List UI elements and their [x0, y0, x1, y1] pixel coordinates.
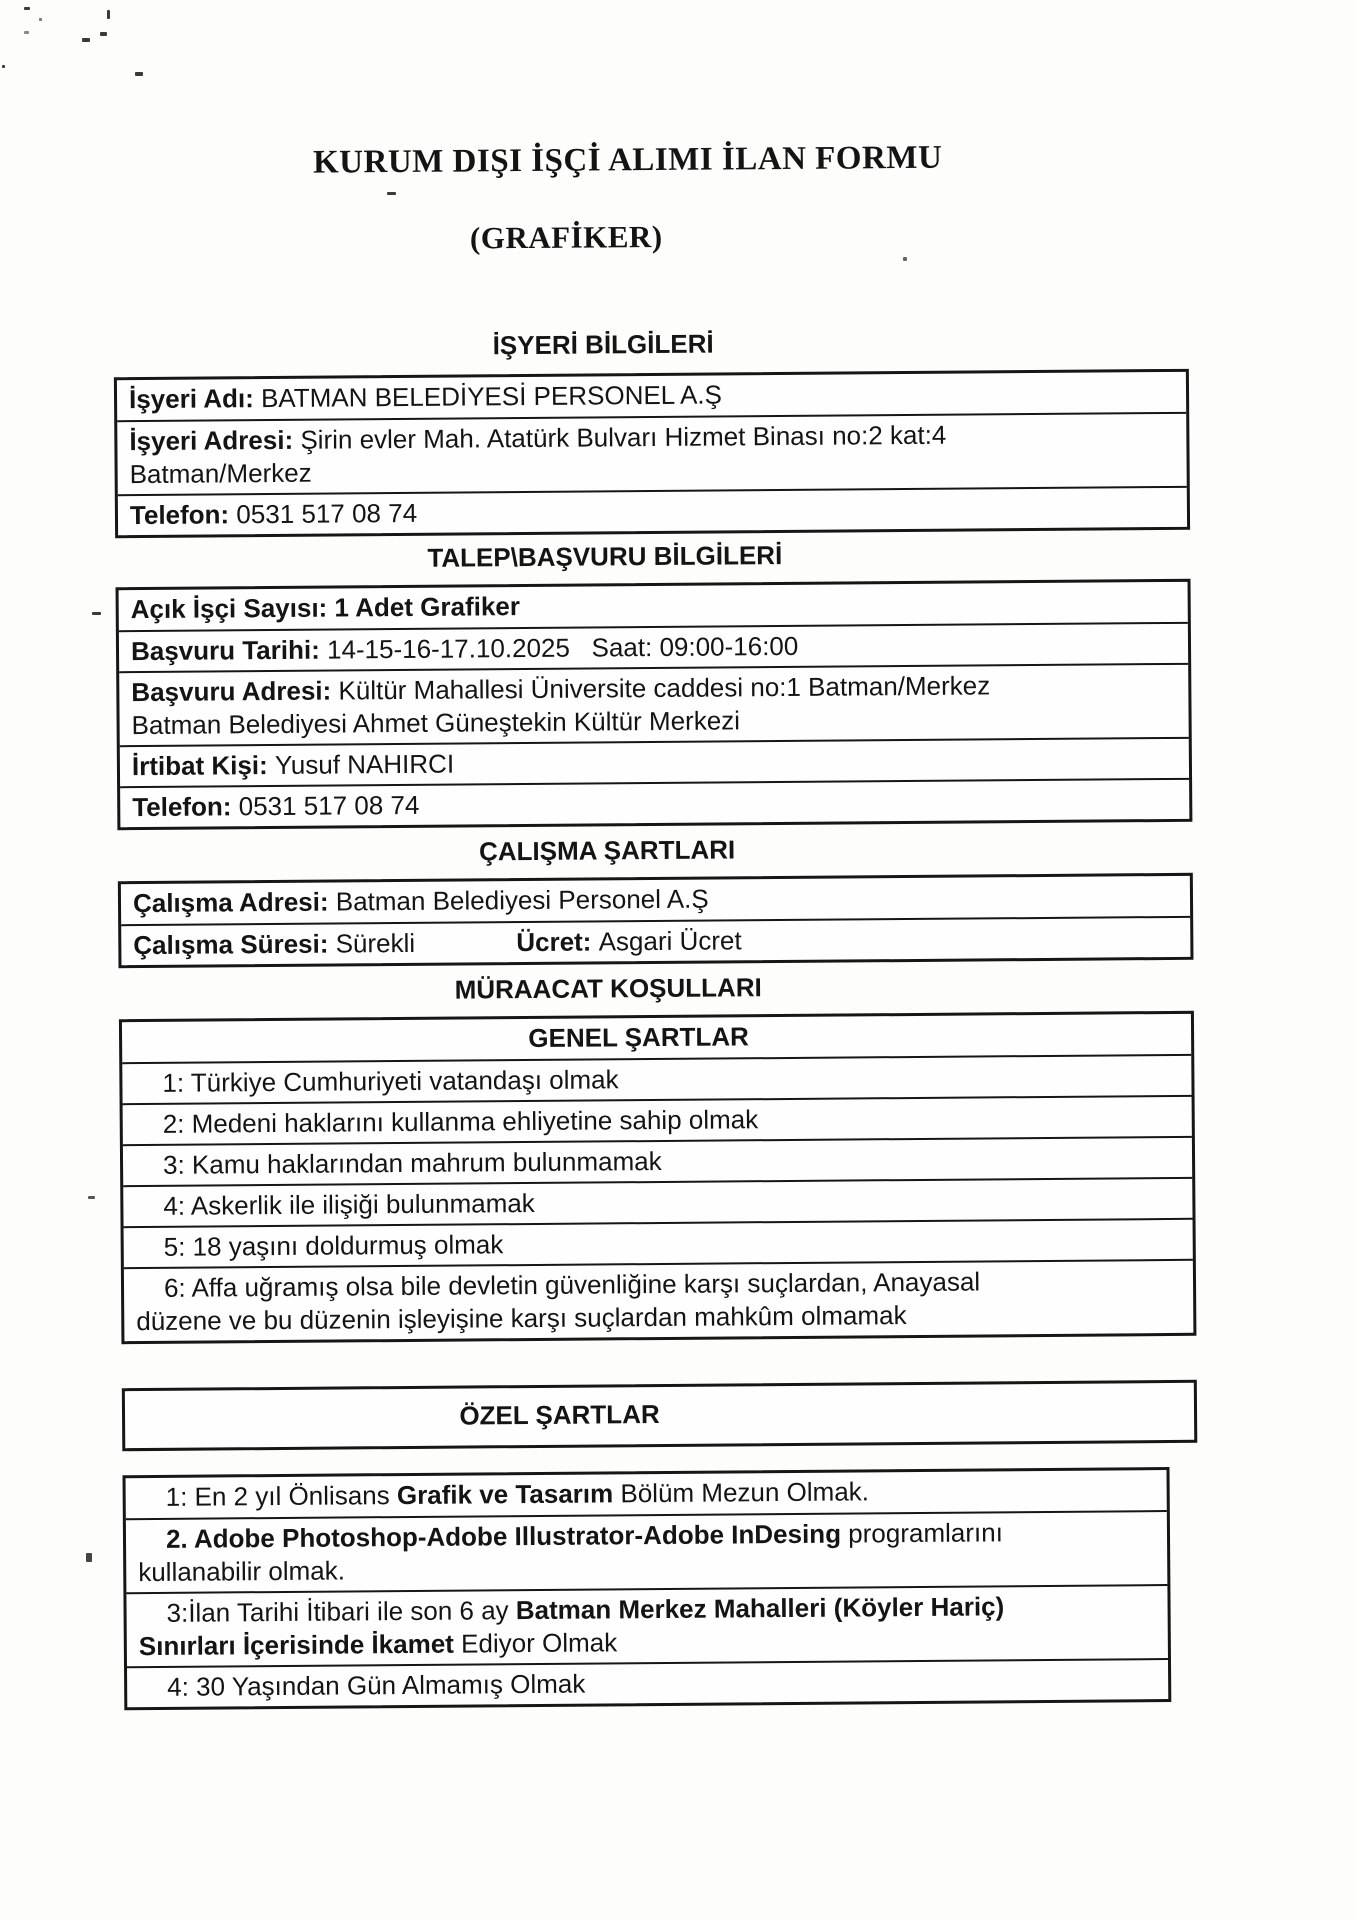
- genel-sart-3: 3: Kamu haklarından mahrum bulunmamak: [123, 1136, 1192, 1185]
- genel-sart-1: 1: Türkiye Cumhuriyeti vatandaşı olmak: [122, 1054, 1191, 1103]
- document-content: [111, 0, 1199, 1710]
- ozel-sartlar-header-box: [122, 1380, 1197, 1451]
- scan-noise: [92, 612, 101, 615]
- table-isyeri-bilgileri: [114, 369, 1190, 538]
- row-isyeri-adresi: İşyeri Adresi: Şirin evler Mah. Atatürk Bulvarı Hizmet Binası no:2 kat:4 Batman/Merkez: [117, 412, 1187, 494]
- section-heading-calisma-sartlari: ÇALIŞMA ŞARTLARI: [478, 834, 736, 867]
- row-basvuru-adresi: Başvuru Adresi: Kültür Mahallesi Üniversite caddesi no:1 Batman/Merkez Batman Belediyesi Ahmet Güneştekin Kültür Merkezi: [119, 663, 1189, 745]
- scan-noise: [107, 10, 110, 19]
- row-basvuru-telefon: Telefon: 0531 517 08 74: [120, 778, 1189, 827]
- page-subtitle: (GRAFİKER): [469, 218, 663, 256]
- scan-noise: [2, 65, 5, 68]
- ozel-sart-4: 4: 30 Yaşından Gün Almamış Olmak: [127, 1658, 1168, 1707]
- scan-noise: [39, 18, 42, 21]
- ozel-sart-2: 2. Adobe Photoshop-Adobe Illustrator-Adobe InDesing programlarını kullanabilir olmak.: [126, 1510, 1168, 1592]
- scan-noise: [88, 1196, 95, 1199]
- ozel-sart-3: 3:İlan Tarihi İtibari ile son 6 ay Batman Merkez Mahalleri (Köyler Hariç) Sınırları İçerisinde İkamet Ediyor Olmak: [126, 1584, 1168, 1666]
- genel-sart-2: 2: Medeni haklarını kullanma ehliyetine sahip olmak: [123, 1095, 1192, 1144]
- table-basvuru-bilgileri: [116, 579, 1193, 830]
- row-acik-isci-sayisi: Açık İşçi Sayısı: 1 Adet Grafiker: [130, 591, 521, 625]
- section-heading-isyeri-bilgileri: İŞYERİ BİLGİLERİ: [492, 328, 714, 361]
- genel-sart-6: 6: Affa uğramış olsa bile devletin güvenliğine karşı suçlardan, Anayasal düzene ve bu düzenin işleyişine karşı suçlardan mahkûm olmamak: [124, 1259, 1194, 1341]
- ozel-sartlar-header: ÖZEL ŞARTLAR: [459, 1399, 660, 1431]
- row-irtibat-kisi: İrtibat Kişi: Yusuf NAHIRCI: [120, 737, 1189, 786]
- row-isyeri-telefon: Telefon: 0531 517 08 74: [118, 486, 1187, 535]
- ozel-sart-1: 1: En 2 yıl Önlisans Grafik ve Tasarım Bölüm Mezun Olmak.: [165, 1476, 870, 1512]
- genel-sart-5: 5: 18 yaşını doldurmuş olmak: [124, 1218, 1193, 1267]
- row-isyeri-adi: İşyeri Adı: BATMAN BELEDİYESİ PERSONEL A.Ş: [128, 379, 723, 415]
- genel-sart-4: 4: Askerlik ile ilişiği bulunmamak: [123, 1177, 1192, 1226]
- scan-noise: [86, 1553, 92, 1562]
- table-genel-sartlar: [119, 1011, 1197, 1344]
- row-basvuru-tarihi: Başvuru Tarihi: 14-15-16-17.10.2025 Saat: 09:00-16:00: [119, 622, 1188, 671]
- scan-noise: [24, 31, 29, 34]
- row-calisma-adresi: Çalışma Adresi: Batman Belediyesi Personel A.Ş: [132, 883, 709, 919]
- section-heading-muraacat-kosullari: MÜRAACAT KOŞULLARI: [454, 972, 762, 1005]
- scan-noise: [82, 38, 90, 42]
- section-heading-talep-basvuru: TALEP\BAŞVURU BİLGİLERİ: [427, 540, 783, 573]
- genel-sartlar-header: GENEL ŞARTLAR: [528, 1021, 749, 1054]
- scan-noise: [24, 7, 30, 10]
- scan-noise: [100, 32, 107, 36]
- page-title: KURUM DIŞI İŞÇİ ALIMI İLAN FORMU: [312, 139, 943, 181]
- table-calisma-sartlari: [118, 873, 1194, 968]
- row-calisma-suresi-ucret: Çalışma Süresi: Sürekli Ücret: Asgari Ücret: [121, 916, 1190, 965]
- table-ozel-sartlar: [123, 1467, 1172, 1710]
